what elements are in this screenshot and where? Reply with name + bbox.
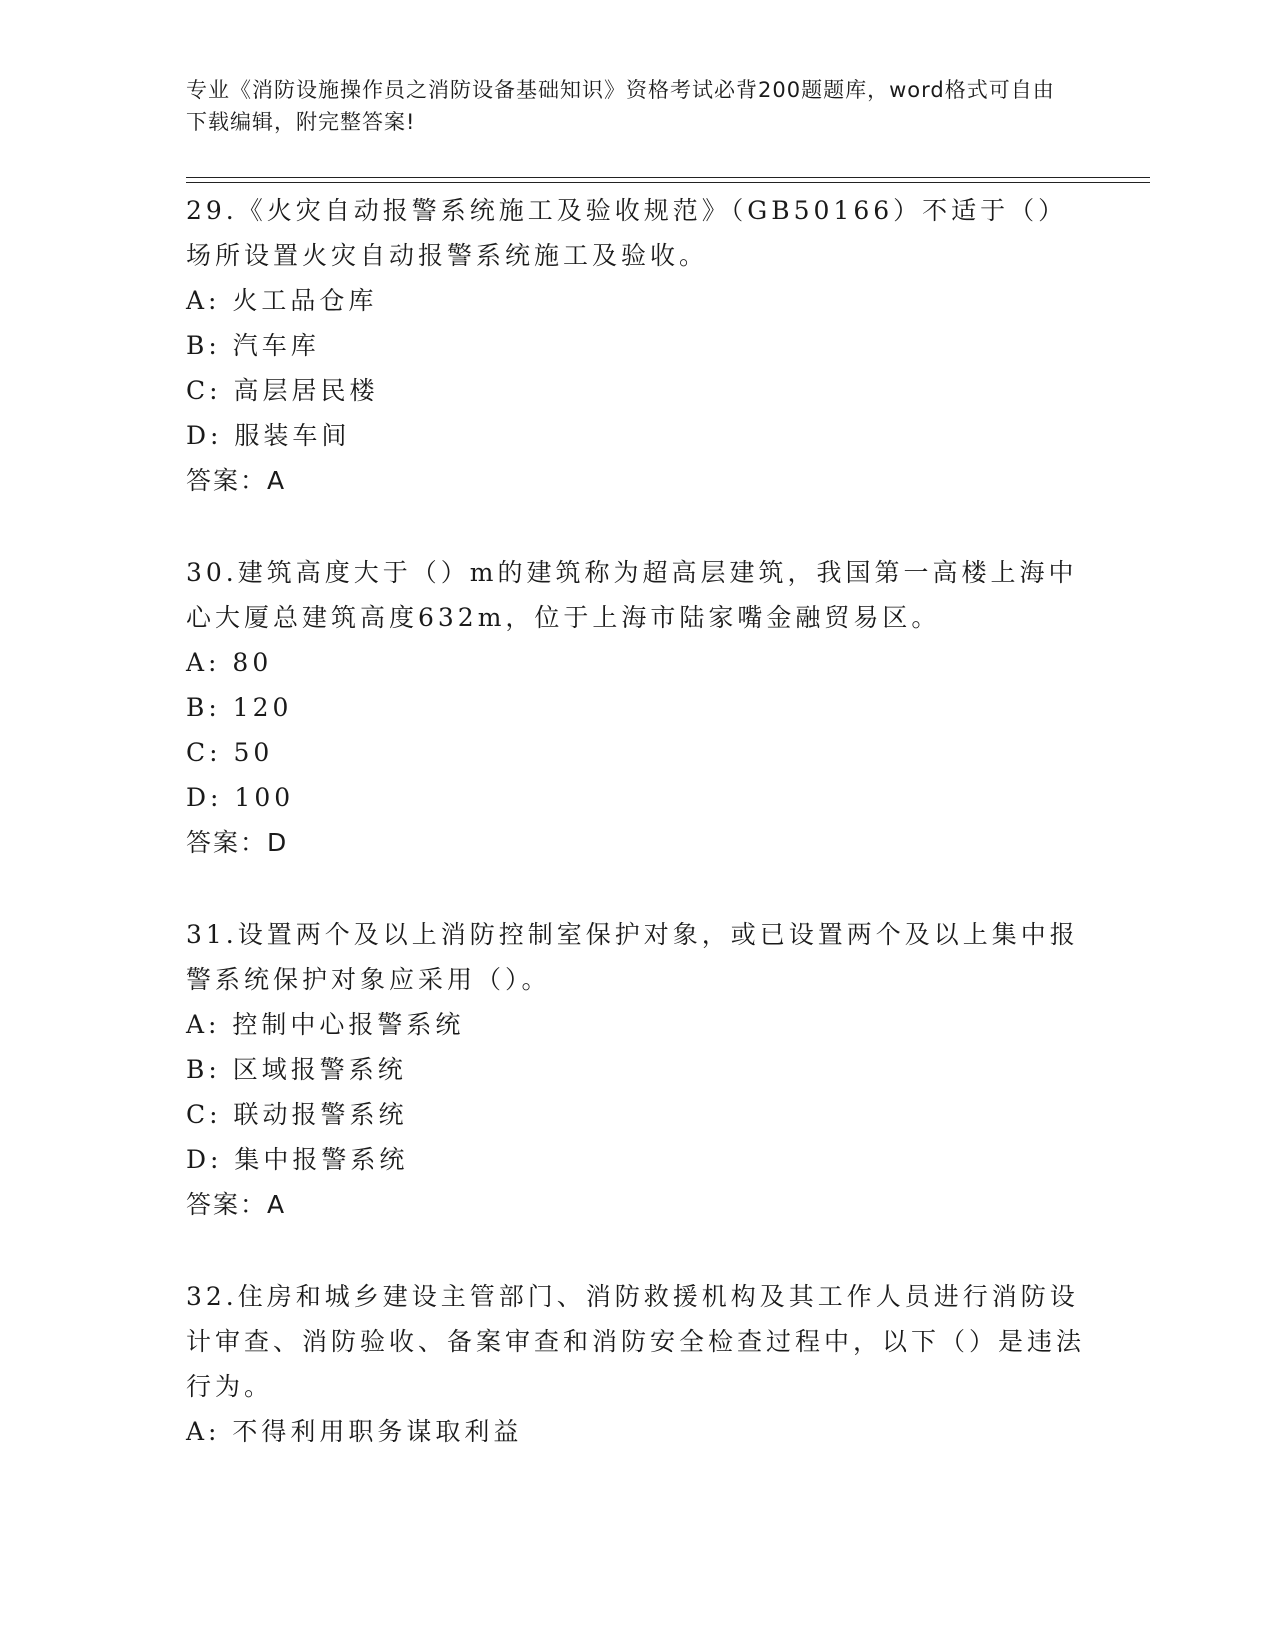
option-c: C: 50 [186,738,274,767]
option-d: D: 服装车间 [186,421,351,450]
option-a: A: 控制中心报警系统 [186,1010,465,1039]
answer-label: 答案：A [186,1190,287,1219]
header-divider-bottom [186,182,1150,183]
question-stem: 31.设置两个及以上消防控制室保护对象，或已设置两个及以上集中报警系统保护对象应采用（）。 [186,920,1079,994]
question-32 [186,1274,1086,1454]
question-list [186,188,1086,1501]
option-d: D: 集中报警系统 [186,1145,409,1174]
question-31 [186,912,1086,1227]
option-b: B: 汽车库 [186,331,320,360]
option-a: A: 不得利用职务谋取利益 [186,1417,523,1446]
header-divider-top [186,177,1150,178]
question-29 [186,188,1086,503]
question-stem: 29.《火灾自动报警系统施工及验收规范》（GB50166）不适于（）场所设置火灾自动报警系统施工及验收。 [186,196,1068,270]
option-d: D: 100 [186,783,295,812]
question-30 [186,550,1086,865]
question-stem: 32.住房和城乡建设主管部门、消防救援机构及其工作人员进行消防设计审查、消防验收、备案审查和消防安全检查过程中，以下（）是违法行为。 [186,1282,1086,1401]
option-c: C: 联动报警系统 [186,1100,408,1129]
question-stem: 30.建筑高度大于（）m的建筑称为超高层建筑，我国第一高楼上海中心大厦总建筑高度632m，位于上海市陆家嘴金融贸易区。 [186,558,1078,632]
option-a: A: 火工品仓库 [186,286,378,315]
option-c: C: 高层居民楼 [186,376,379,405]
option-a: A: 80 [186,648,273,677]
document-header: 专业《消防设施操作员之消防设备基础知识》资格考试必背200题题库，word格式可自由下载编辑，附完整答案! [186,78,1055,134]
answer-label: 答案：A [186,466,287,495]
option-b: B: 区域报警系统 [186,1055,407,1084]
answer-label: 答案：D [186,828,289,857]
option-b: B: 120 [186,693,293,722]
